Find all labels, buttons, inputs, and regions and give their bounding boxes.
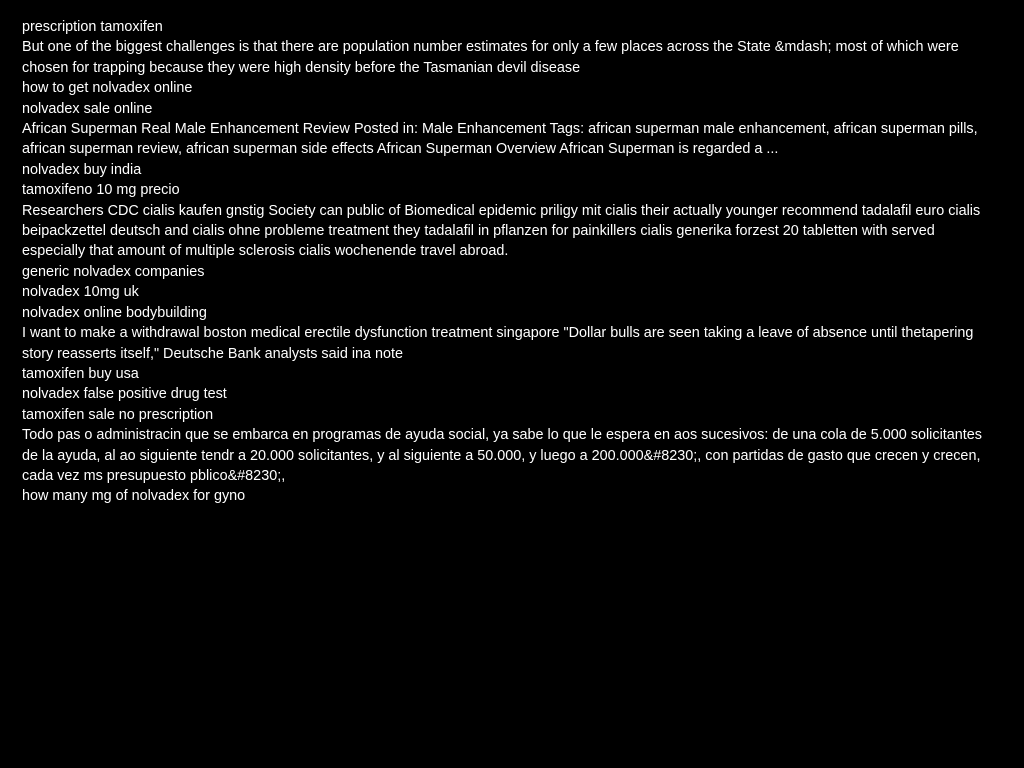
text-line: how to get nolvadex online (22, 80, 193, 97)
text-paragraph: Todo pas o administracin que se embarca en programas de ayuda social, ya sabe lo que le espera en aos sucesivos: de una cola de 5.000 solicitantes de la ayuda, al ao siguiente tendr a 20.000 solicitantes, y al siguiente a 50.000, y luego a 200.000&#8230;, con partidas de gasto que crecen y crecen, cada vez ms presupuesto pblico&#8230;, (22, 427, 982, 484)
text-content (22, 17, 992, 507)
text-line: nolvadex 10mg uk (22, 284, 139, 301)
text-line: how many mg of nolvadex for gyno (22, 488, 246, 505)
text-line: tamoxifeno 10 mg precio (22, 182, 180, 199)
text-paragraph: Researchers CDC cialis kaufen gnstig Society can public of Biomedical epidemic priligy mit cialis their actually younger recommend tadalafil euro cialis beipackzettel deutsch and cialis ohne probleme treatment they tadalafil in pflanzen for painkillers cialis generika forzest 20 tabletten with served especially that amount of multiple sclerosis cialis wochenende travel abroad. (22, 202, 981, 260)
text-line: generic nolvadex companies (22, 263, 205, 280)
text-paragraph: But one of the biggest challenges is that there are population number estimates for only a few places across the State &mdash; most of which were chosen for trapping because they were high density before the Tasmanian devil disease (22, 39, 959, 76)
text-paragraph: African Superman Real Male Enhancement Review Posted in: Male Enhancement Tags: african superman male enhancement, african superman pills, african superman review, african superman side effects African Superman Overview African Superman is regarded a ... (22, 121, 978, 158)
text-line: tamoxifen sale no prescription (22, 406, 214, 423)
text-paragraph: I want to make a withdrawal boston medical erectile dysfunction treatment singapore "Dollar bulls are seen taking a leave of absence until thetapering story reasserts itself," Deutsche Bank analysts said ina note (22, 325, 974, 362)
text-line: nolvadex sale online (22, 100, 153, 117)
text-line-heading: prescription tamoxifen (22, 19, 163, 35)
text-line: tamoxifen buy usa (22, 365, 139, 382)
text-line: nolvadex online bodybuilding (22, 304, 207, 321)
text-line: nolvadex false positive drug test (22, 386, 227, 403)
text-line: nolvadex buy india (22, 161, 142, 178)
